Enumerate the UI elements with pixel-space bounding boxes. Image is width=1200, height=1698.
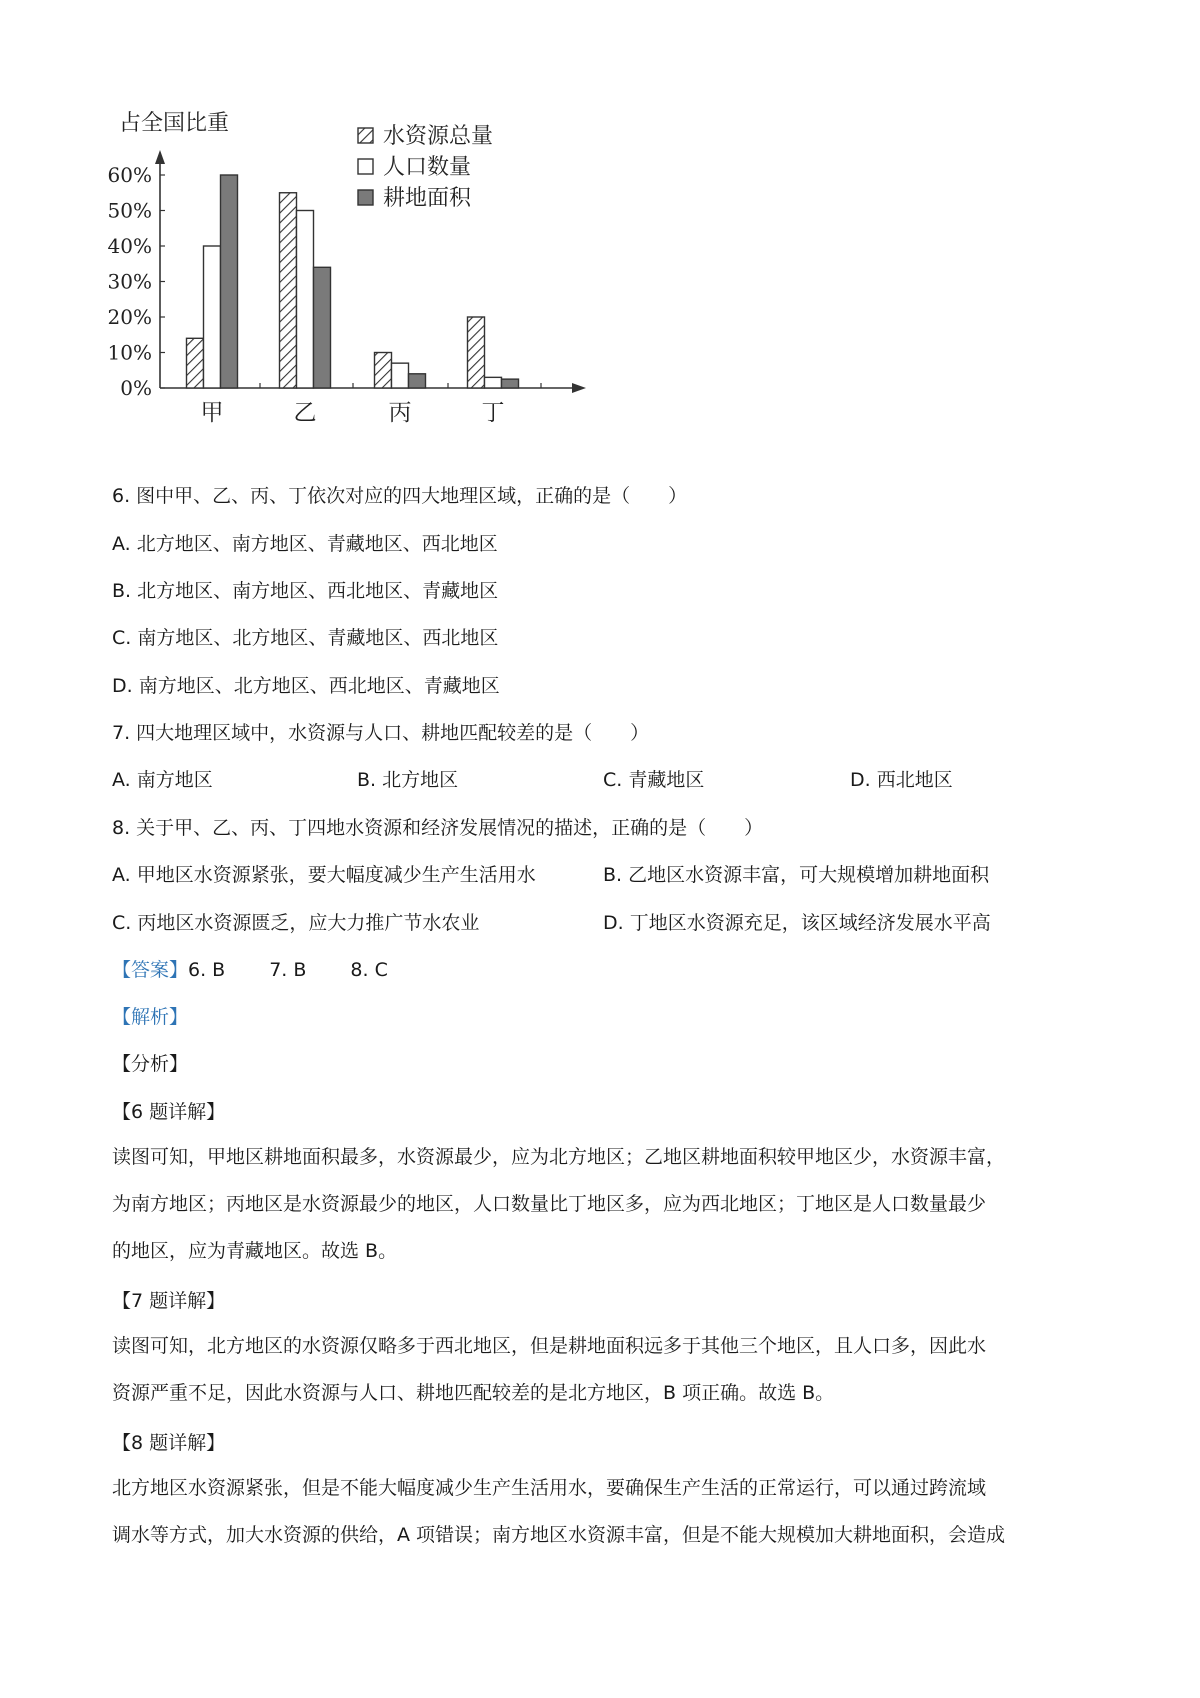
q8-option-b[interactable]: B. 乙地区水资源丰富，可大规模增加耕地面积 [603, 864, 990, 886]
answer-6: 6. B [188, 959, 226, 981]
x-tick-label: 丙 [388, 400, 412, 426]
d6-paragraph [112, 1134, 1102, 1275]
y-axis-arrow [155, 150, 165, 164]
x-axis-arrow [572, 383, 586, 393]
fenxi-label: 【分析】 [112, 1053, 189, 1075]
bar [221, 175, 238, 388]
d8-heading: 【8 题详解】 [112, 1432, 226, 1454]
d7-line: 读图可知，北方地区的水资源仅略多于西北地区，但是耕地面积远多于其他三个地区，且人口多，因此水 [112, 1335, 987, 1357]
y-tick-label: 20% [107, 305, 152, 329]
q7-stem: 7. 四大地理区域中，水资源与人口、耕地匹配较差的是（ ） [112, 722, 650, 744]
q8-stem: 8. 关于甲、乙、丙、丁四地水资源和经济发展情况的描述，正确的是（ ） [112, 817, 764, 839]
answer-7: 7. B [269, 959, 307, 981]
y-tick-label: 40% [107, 234, 152, 258]
answer-8: 8. C [350, 959, 388, 981]
bar [187, 338, 204, 388]
q6-option-a[interactable]: A. 北方地区、南方地区、青藏地区、西北地区 [112, 533, 498, 555]
q6-option-c[interactable]: C. 南方地区、北方地区、青藏地区、西北地区 [112, 627, 499, 649]
answer-line [112, 957, 388, 983]
q7-option-d[interactable]: D. 西北地区 [850, 769, 953, 791]
q8-option-d[interactable]: D. 丁地区水资源充足，该区域经济发展水平高 [603, 912, 991, 934]
q7-option-c[interactable]: C. 青藏地区 [603, 769, 705, 791]
x-tick-label: 乙 [293, 400, 317, 426]
y-tick-label: 50% [107, 198, 152, 223]
d8-line: 北方地区水资源紧张，但是不能大幅度减少生产生活用水，要确保生产生活的正常运行，可以通过跨流域 [112, 1477, 987, 1499]
bar-chart [105, 100, 595, 470]
q7-option-b[interactable]: B. 北方地区 [357, 769, 459, 791]
legend-swatch [358, 190, 373, 205]
y-tick-label: 30% [107, 269, 152, 294]
q8-option-c[interactable]: C. 丙地区水资源匮乏，应大力推广节水农业 [112, 912, 480, 934]
legend-label: 人口数量 [383, 155, 472, 180]
y-tick-label: 10% [107, 340, 152, 365]
d6-line: 的地区，应为青藏地区。故选 B。 [112, 1240, 398, 1262]
q8-option-a[interactable]: A. 甲地区水资源紧张，要大幅度减少生产生活用水 [112, 864, 536, 886]
y-axis-title: 占全国比重 [119, 111, 230, 136]
bar [392, 363, 409, 388]
bar [375, 353, 392, 389]
d7-paragraph [112, 1323, 1102, 1417]
q7-option-a[interactable]: A. 南方地区 [112, 769, 213, 791]
d8-line: 调水等方式，加大水资源的供给，A 项错误；南方地区水资源丰富，但是不能大规模加大耕地面积，会造成 [112, 1524, 1006, 1546]
bar [485, 377, 502, 388]
bar [314, 267, 331, 388]
d8-paragraph [112, 1465, 1102, 1559]
bar [502, 379, 519, 388]
legend-swatch [358, 128, 373, 143]
answer-label: 【答案】 [112, 959, 189, 981]
d7-line: 资源严重不足，因此水资源与人口、耕地匹配较差的是北方地区，B 项正确。故选 B。 [112, 1382, 835, 1404]
y-tick-label: 60% [107, 163, 152, 187]
y-tick-label: 0% [120, 376, 152, 400]
d6-line: 读图可知，甲地区耕地面积最多，水资源最少，应为北方地区；乙地区耕地面积较甲地区少，水资源丰富， [112, 1146, 1006, 1168]
bar [409, 374, 426, 388]
bar [280, 193, 297, 388]
x-tick-label: 甲 [200, 400, 224, 426]
q6-stem: 6. 图中甲、乙、丙、丁依次对应的四大地理区域，正确的是（ ） [112, 485, 688, 507]
bar [204, 246, 221, 388]
d6-heading: 【6 题详解】 [112, 1101, 226, 1123]
q6-option-d[interactable]: D. 南方地区、北方地区、西北地区、青藏地区 [112, 675, 500, 697]
q6-option-b[interactable]: B. 北方地区、南方地区、西北地区、青藏地区 [112, 580, 499, 602]
legend-label: 水资源总量 [383, 124, 494, 149]
d7-heading: 【7 题详解】 [112, 1290, 226, 1312]
d6-line: 为南方地区；丙地区是水资源最少的地区，人口数量比丁地区多，应为西北地区；丁地区是人口数量最少 [112, 1193, 987, 1215]
x-tick-label: 丁 [481, 400, 505, 426]
analysis-label: 【解析】 [112, 1006, 189, 1028]
legend-label: 耕地面积 [383, 186, 472, 211]
bar [297, 211, 314, 389]
legend-swatch [358, 159, 373, 174]
bar [468, 317, 485, 388]
